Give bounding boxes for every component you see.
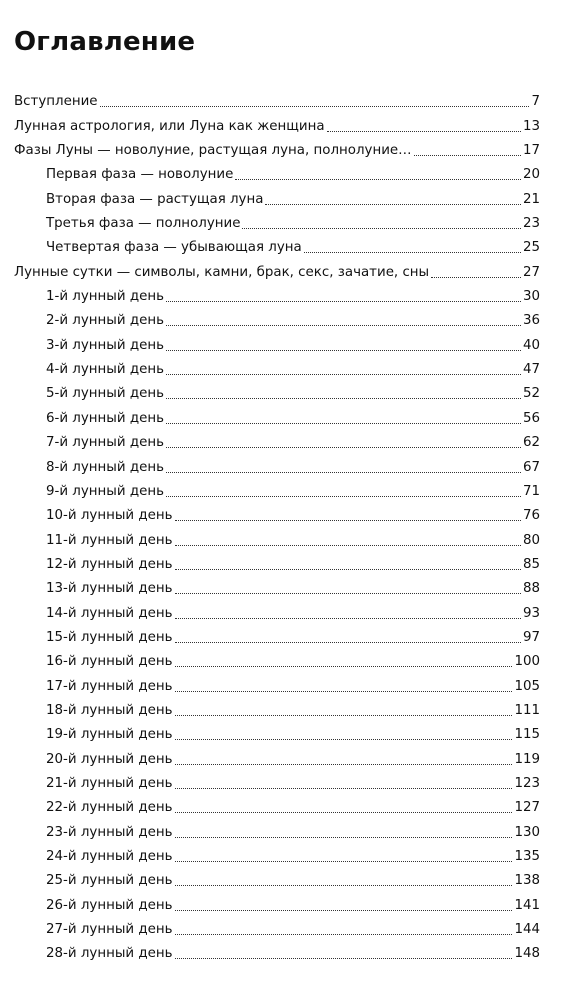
toc-entry[interactable] — [0, 551, 564, 575]
toc-entry-page-number: 85 — [522, 556, 540, 572]
dot-leader — [175, 764, 513, 765]
page-title: Оглавление — [14, 27, 196, 58]
toc-entry[interactable] — [0, 161, 564, 185]
toc-entry-title: 26-й лунный день — [46, 897, 173, 913]
toc-entry-page-number: 80 — [522, 532, 540, 548]
toc-entry[interactable] — [0, 672, 564, 696]
toc-entry[interactable] — [0, 624, 564, 648]
toc-entry[interactable] — [0, 185, 564, 209]
toc-entry-page-number: 119 — [514, 751, 540, 767]
dot-leader — [166, 350, 521, 351]
dot-leader — [175, 666, 513, 667]
toc-entry-title: 13-й лунный день — [46, 581, 173, 597]
toc-entry-page-number: 27 — [522, 264, 540, 280]
toc-entry[interactable] — [0, 380, 564, 404]
toc-entry[interactable] — [0, 891, 564, 915]
toc-entry-page-number: 135 — [514, 849, 540, 864]
toc-entry-page-number: 47 — [522, 362, 540, 378]
toc-entry-page-number: 100 — [514, 654, 540, 670]
toc-entry-title: 6-й лунный день — [46, 410, 164, 426]
toc-entry[interactable] — [0, 404, 564, 428]
toc-entry-page-number: 111 — [514, 702, 540, 718]
toc-entry-title: 24-й лунный день — [46, 849, 173, 864]
toc-entry-title: 12-й лунный день — [46, 556, 173, 572]
toc-entry-page-number: 21 — [522, 191, 540, 207]
dot-leader — [242, 228, 521, 229]
toc-entry[interactable] — [0, 502, 564, 526]
toc-entry-title: 4-й лунный день — [46, 362, 164, 378]
dot-leader — [166, 374, 521, 375]
toc-entry-page-number: 67 — [522, 459, 540, 475]
toc-entry-title: 23-й лунный день — [46, 824, 173, 840]
dot-leader — [175, 642, 521, 643]
toc-entry[interactable] — [0, 867, 564, 891]
toc-entry-page-number: 7 — [531, 94, 540, 110]
toc-entry[interactable] — [0, 526, 564, 550]
dot-leader — [175, 812, 513, 813]
dot-leader — [175, 934, 513, 935]
toc-entry-page-number: 23 — [522, 216, 540, 232]
toc-entry[interactable] — [0, 770, 564, 794]
toc-entry[interactable] — [0, 234, 564, 258]
toc-entry[interactable] — [0, 210, 564, 234]
toc-entry[interactable] — [0, 697, 564, 721]
toc-entry-page-number: 93 — [522, 605, 540, 621]
dot-leader — [175, 885, 513, 886]
toc-entry-page-number: 30 — [522, 289, 540, 305]
toc-entry-title: 7-й лунный день — [46, 435, 164, 451]
toc-entry-title: 3-й лунный день — [46, 337, 164, 353]
dot-leader — [175, 715, 513, 716]
toc-entry-title: 15-й лунный день — [46, 629, 173, 645]
toc-entry[interactable] — [0, 112, 564, 136]
toc-entry-page-number: 88 — [522, 581, 540, 597]
dot-leader — [175, 739, 513, 740]
toc-entry-page-number: 62 — [522, 435, 540, 451]
dot-leader — [166, 301, 521, 302]
toc-entry[interactable] — [0, 88, 564, 112]
toc-entry-page-number: 115 — [514, 727, 540, 743]
toc-entry[interactable] — [0, 745, 564, 769]
toc-entry-page-number: 76 — [522, 508, 540, 524]
toc-entry-title: 17-й лунный день — [46, 678, 173, 694]
toc-entry[interactable] — [0, 307, 564, 331]
toc-entry-page-number: 20 — [522, 167, 540, 183]
toc-entry[interactable] — [0, 478, 564, 502]
toc-entry-title: 8-й лунный день — [46, 459, 164, 475]
toc-entry-page-number: 40 — [522, 337, 540, 353]
toc-entry-page-number: 36 — [522, 313, 540, 329]
dot-leader — [166, 447, 521, 448]
toc-entry[interactable] — [0, 258, 564, 282]
toc-entry-title: Первая фаза — новолуние — [46, 167, 234, 183]
toc-entry-title: 5-й лунный день — [46, 386, 164, 402]
table-of-contents — [0, 88, 564, 964]
dot-leader — [175, 618, 521, 619]
dot-leader — [175, 861, 513, 862]
toc-entry[interactable] — [0, 331, 564, 355]
dot-leader — [304, 252, 521, 253]
toc-entry-title: Вторая фаза — растущая луна — [46, 191, 264, 207]
toc-entry-page-number: 52 — [522, 386, 540, 402]
toc-entry[interactable] — [0, 429, 564, 453]
toc-entry-title: Вступление — [14, 94, 98, 110]
toc-entry-page-number: 141 — [514, 897, 540, 913]
dot-leader — [175, 958, 513, 959]
toc-entry[interactable] — [0, 648, 564, 672]
dot-leader — [175, 569, 521, 570]
toc-entry-title: 19-й лунный день — [46, 727, 173, 743]
toc-entry[interactable] — [0, 599, 564, 623]
toc-entry[interactable] — [0, 453, 564, 477]
toc-entry[interactable] — [0, 794, 564, 818]
toc-entry-page-number: 97 — [522, 629, 540, 645]
toc-entry-title: 9-й лунный день — [46, 483, 164, 499]
toc-entry-title: 20-й лунный день — [46, 751, 173, 767]
toc-entry-title: Четвертая фаза — убывающая луна — [46, 240, 302, 256]
toc-entry-title: 10-й лунный день — [46, 508, 173, 524]
toc-entry-title: Фазы Луны — новолуние, растущая луна, полнолуние… — [14, 143, 412, 159]
toc-entry[interactable] — [0, 356, 564, 380]
toc-entry-title: 27-й лунный день — [46, 922, 173, 938]
dot-leader — [414, 155, 521, 156]
toc-entry[interactable] — [0, 283, 564, 307]
toc-entry-page-number: 56 — [522, 410, 540, 426]
dot-leader — [166, 472, 521, 473]
toc-entry-title: 16-й лунный день — [46, 654, 173, 670]
toc-entry-title: 25-й лунный день — [46, 873, 173, 889]
toc-entry[interactable] — [0, 575, 564, 599]
toc-entry[interactable] — [0, 137, 564, 161]
dot-leader — [175, 545, 521, 546]
toc-entry-title: 1-й лунный день — [46, 289, 164, 305]
toc-entry-page-number: 138 — [514, 873, 540, 889]
dot-leader — [175, 520, 521, 521]
toc-entry[interactable] — [0, 843, 564, 867]
toc-entry-page-number: 13 — [522, 118, 540, 134]
dot-leader — [235, 179, 521, 180]
dot-leader — [175, 593, 521, 594]
toc-entry[interactable] — [0, 940, 564, 964]
dot-leader — [175, 691, 513, 692]
toc-entry[interactable] — [0, 818, 564, 842]
toc-entry-page-number: 130 — [514, 824, 540, 840]
dot-leader — [166, 423, 521, 424]
toc-entry-title: Третья фаза — полнолуние — [46, 216, 241, 232]
toc-entry[interactable] — [0, 916, 564, 940]
toc-entry-page-number: 71 — [522, 483, 540, 499]
dot-leader — [175, 837, 513, 838]
toc-entry-title: 22-й лунный день — [46, 800, 173, 816]
dot-leader — [265, 204, 521, 205]
toc-entry-title: 2-й лунный день — [46, 313, 164, 329]
toc-entry-title: Лунная астрология, или Луна как женщина — [14, 118, 325, 134]
dot-leader — [175, 788, 513, 789]
dot-leader — [175, 910, 513, 911]
toc-entry-page-number: 148 — [514, 946, 540, 962]
toc-entry-title: 11-й лунный день — [46, 532, 173, 548]
toc-entry-title: 28-й лунный день — [46, 946, 173, 962]
dot-leader — [166, 398, 521, 399]
toc-entry-title: 18-й лунный день — [46, 702, 173, 718]
toc-entry-page-number: 105 — [514, 678, 540, 694]
dot-leader — [166, 496, 521, 497]
dot-leader — [166, 325, 521, 326]
toc-entry-page-number: 25 — [522, 240, 540, 256]
toc-entry[interactable] — [0, 721, 564, 745]
dot-leader — [327, 131, 521, 132]
dot-leader — [100, 106, 530, 107]
toc-entry-title: Лунные сутки — символы, камни, брак, секс, зачатие, сны — [14, 264, 430, 280]
toc-entry-page-number: 127 — [514, 800, 540, 816]
toc-entry-title: 21-й лунный день — [46, 775, 173, 791]
toc-entry-page-number: 123 — [514, 775, 540, 791]
toc-entry-title: 14-й лунный день — [46, 605, 173, 621]
toc-entry-page-number: 17 — [522, 143, 540, 159]
toc-entry-page-number: 144 — [514, 922, 540, 938]
dot-leader — [431, 277, 521, 278]
